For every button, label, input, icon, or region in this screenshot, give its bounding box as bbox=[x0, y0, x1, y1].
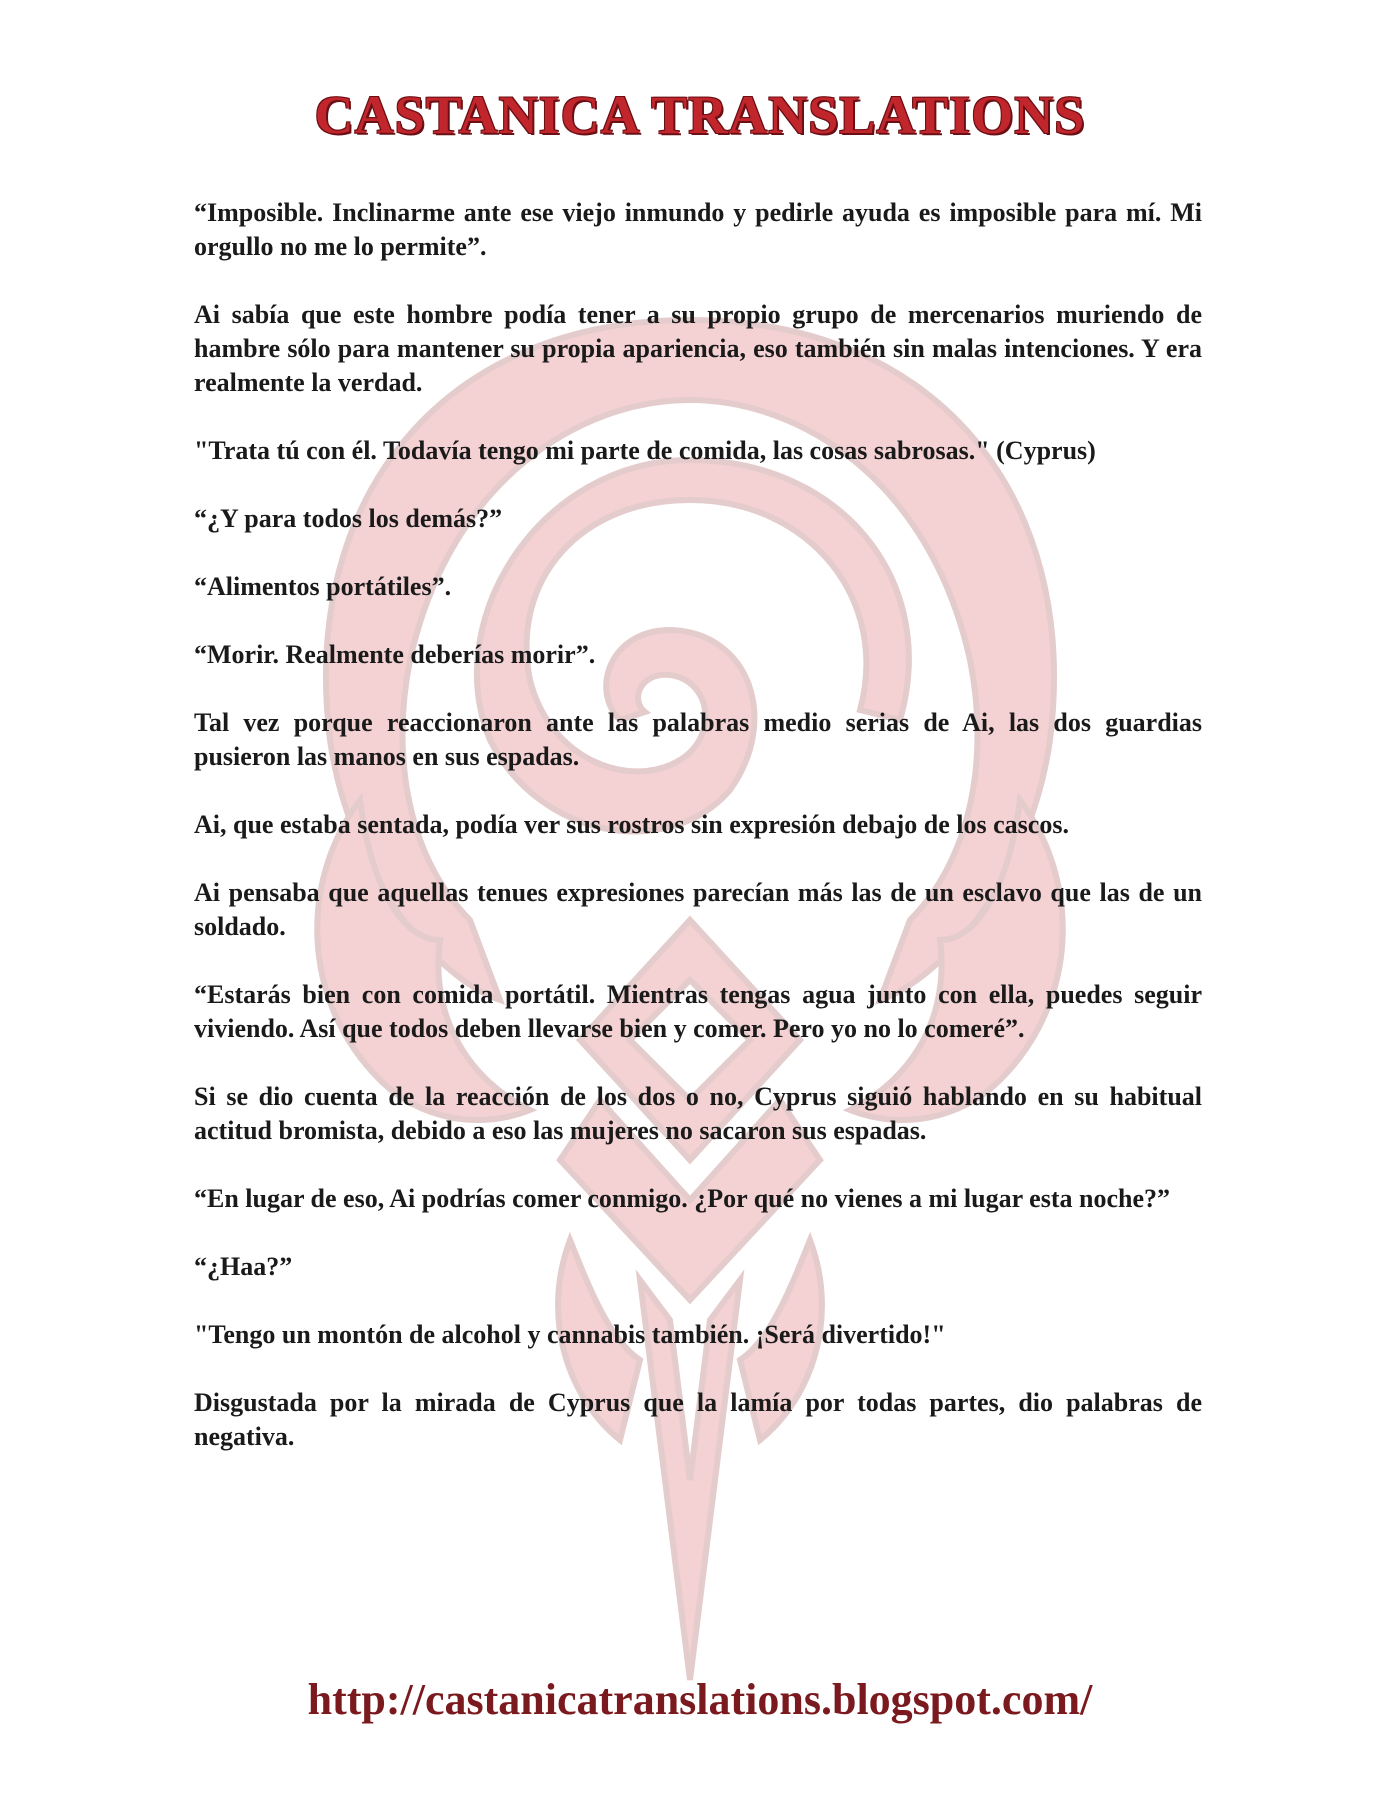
paragraph: “Alimentos portátiles”. bbox=[194, 572, 452, 601]
paragraph: “¿Haa?” bbox=[194, 1252, 293, 1281]
paragraph: “En lugar de eso, Ai podrías comer conmigo. ¿Por qué no vienes a mi lugar esta noche?” bbox=[194, 1184, 1170, 1213]
paragraph: Ai, que estaba sentada, podía ver sus rostros sin expresión debajo de los cascos. bbox=[194, 810, 1069, 839]
paragraph: "Tengo un montón de alcohol y cannabis también. ¡Será divertido!" bbox=[194, 1320, 946, 1349]
document-body bbox=[194, 196, 1202, 1488]
paragraph: “¿Y para todos los demás?” bbox=[194, 504, 503, 533]
paragraph: Si se dio cuenta de la reacción de los dos o no, Cyprus siguió hablando en su habitual actitud bromista, debido a eso las mujeres no sacaron sus espadas. bbox=[194, 1082, 1202, 1145]
paragraph: "Trata tú con él. Todavía tengo mi parte de comida, las cosas sabrosas." (Cyprus) bbox=[194, 436, 1096, 465]
site-title: CASTANICA TRANSLATIONS bbox=[314, 85, 1086, 145]
paragraph: Ai sabía que este hombre podía tener a su propio grupo de mercenarios muriendo de hambre sólo para mantener su propia apariencia, eso también sin malas intenciones. Y era realmente la verdad. bbox=[194, 300, 1202, 397]
paragraph: “Estarás bien con comida portátil. Mientras tengas agua junto con ella, puedes seguir viviendo. Así que todos deben llevarse bien y comer. Pero yo no lo comeré”. bbox=[194, 980, 1202, 1043]
paragraph: Ai pensaba que aquellas tenues expresiones parecían más las de un esclavo que las de un soldado. bbox=[194, 878, 1202, 941]
blog-url-link[interactable]: http://castanicatranslations.blogspot.com/ bbox=[307, 1675, 1093, 1724]
paragraph: “Imposible. Inclinarme ante ese viejo inmundo y pedirle ayuda es imposible para mí. Mi orgullo no me lo permite”. bbox=[194, 198, 1202, 261]
paragraph: “Morir. Realmente deberías morir”. bbox=[194, 640, 596, 669]
paragraph: Tal vez porque reaccionaron ante las palabras medio serias de Ai, las dos guardias pusieron las manos en sus espadas. bbox=[194, 708, 1202, 771]
paragraph: Disgustada por la mirada de Cyprus que la lamía por todas partes, dio palabras de negativa. bbox=[194, 1388, 1202, 1451]
